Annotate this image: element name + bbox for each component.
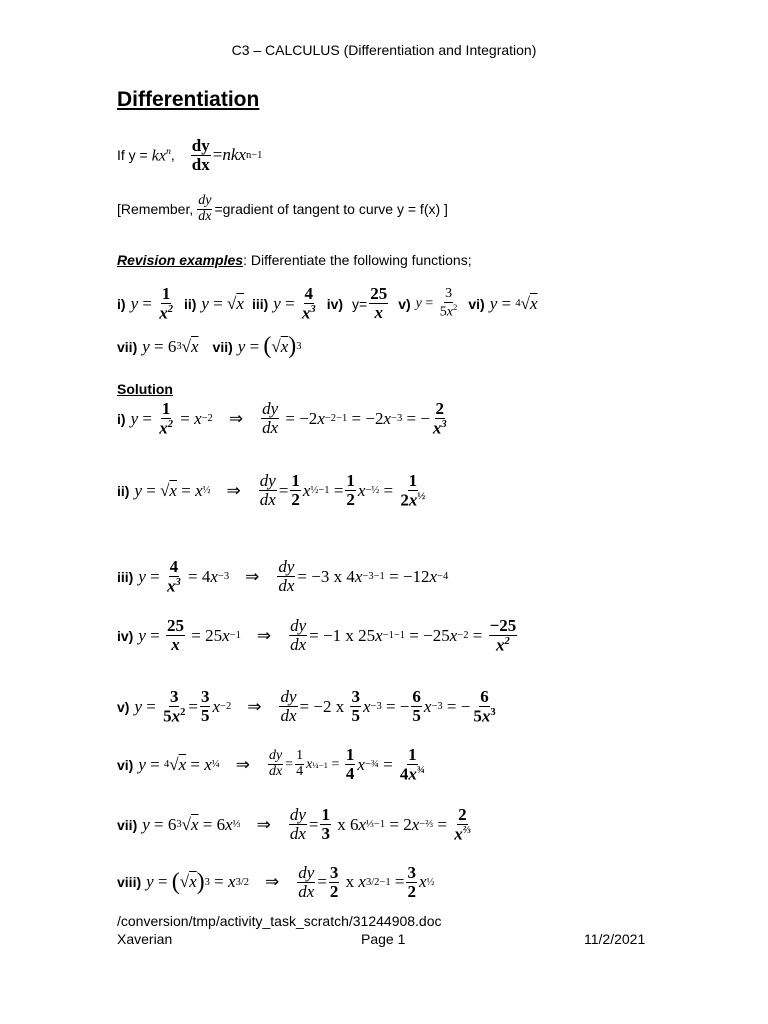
solution-derivative: $\frac{dy}{dx}$ = $\frac{1}{4}$ x ¼−1 = $\frac{1}{4}$ x −¾ = $\frac{1}{4x^{\frac{3}{4}}}$ <box>268 745 425 784</box>
solution-i <box>117 400 450 437</box>
rule-prefix: If y = <box>117 147 148 164</box>
rule-result: = nkx n−1 <box>212 145 263 165</box>
question-label: i) <box>117 295 126 312</box>
question-expression: y = √ x <box>201 293 244 313</box>
implies-arrow: ⇒ <box>256 625 272 646</box>
solution-derivative: $\frac{dy}{dx}$ = −3 x 4 x −3−1 = −12 x −4 <box>278 557 449 596</box>
implies-arrow: ⇒ <box>247 696 262 717</box>
solution-item-label: vi) <box>117 756 134 773</box>
question-expression: $\frac{25}{x}$ <box>370 284 388 323</box>
question-expression: y = 4 √ x <box>489 293 538 313</box>
implies-arrow: ⇒ <box>235 754 250 775</box>
question-label: v) <box>398 295 411 312</box>
question-expression: y = $\frac{4}{x^3}$ <box>273 284 316 323</box>
solution-item-label: vii) <box>117 816 138 833</box>
solution-expression: y = 6 3 √ x = 6 x ⅓ <box>142 814 241 834</box>
solution-v <box>117 688 499 725</box>
solution-iv <box>117 617 519 654</box>
solution-expression: y = √ x = x ½ <box>134 480 211 500</box>
footer-author: Xaverian <box>117 931 173 947</box>
solution-derivative: $\frac{dy}{dx}$ = $\frac{1}{2}$ x ½−1 = $\frac{1}{2}$ x −½ = $\frac{1}{2x^{\frac{1}{2}}}$ <box>259 471 426 510</box>
solution-expression: y = $\frac{4}{x^3}$ = 4 x −3 <box>138 557 230 596</box>
solution-expression: y = 4 √ x = x ¼ <box>138 754 220 774</box>
revision-label: Revision examples <box>117 252 244 268</box>
question-label: vi) <box>468 295 485 312</box>
derivative-fraction: $\frac{dy}{dx}$ <box>191 136 210 174</box>
solution-expression: y = $\frac{3}{5x^2}$ = $\frac{3}{5}$ x −2 <box>134 687 232 726</box>
solution-expression: y = $\frac{1}{x^2}$ = x −2 <box>130 399 213 438</box>
solution-vi <box>117 746 428 783</box>
question-label: iii) <box>251 295 269 312</box>
implies-arrow: ⇒ <box>256 814 271 835</box>
solution-expression: y = $\frac{25}{x}$ = 25 x −1 <box>138 616 241 655</box>
solution-ii <box>117 472 428 509</box>
footer-page: Page 1 <box>361 931 406 947</box>
power-rule <box>117 137 262 174</box>
questions-row-1 <box>117 285 538 322</box>
footer-path: /conversion/tmp/activity_task_scratch/31244908.doc <box>117 913 442 929</box>
revision-line <box>117 252 472 268</box>
solution-item-label: iv) <box>117 627 134 644</box>
implies-arrow: ⇒ <box>265 872 280 893</box>
section-heading: Differentiation <box>117 88 260 111</box>
solution-label: Solution <box>117 381 173 397</box>
solution-derivative: $\frac{dy}{dx}$ = −2 x $\frac{3}{5}$ x −3 = − $\frac{6}{5}$ x −3 = − $\frac{6}{5x^3}$ <box>280 687 496 726</box>
solution-expression: y = ( √ x ) 3 = x 3/2 <box>146 868 250 895</box>
solution-viii <box>117 864 434 901</box>
rule-comma: , <box>170 147 175 164</box>
question-label: vii) <box>117 338 138 355</box>
question-expression: y = 6 3 √ x <box>142 336 199 356</box>
document-header: C3 – CALCULUS (Differentiation and Integration) <box>231 42 537 58</box>
questions-row-2 <box>117 333 302 360</box>
solution-derivative: $\frac{dy}{dx}$ = $\frac{3}{2}$ x x 3/2−1 = $\frac{3}{2}$ x ½ <box>298 863 435 901</box>
question-label: iv) <box>326 295 344 312</box>
question-y-text: y= <box>352 295 368 312</box>
question-expression: y = ( √ x ) 3 <box>237 333 302 359</box>
solution-iii <box>117 558 448 595</box>
solution-vii <box>117 806 474 843</box>
question-label: vii) <box>212 338 233 355</box>
remember-open: [Remember, <box>117 201 194 218</box>
solution-item-label: ii) <box>117 482 130 499</box>
solution-item-label: iii) <box>117 568 134 585</box>
question-expression: y = $\frac{1}{x^2}$ <box>130 284 173 323</box>
revision-text: : Differentiate the following functions; <box>243 252 472 268</box>
remember-note <box>117 194 448 224</box>
remember-text: =gradient of tangent to curve y = f(x) ] <box>214 201 448 218</box>
solution-item-label: viii) <box>117 874 142 891</box>
solution-derivative: $\frac{dy}{dx}$ = −1 x 25 x −1−1 = −25 x −2 = $\frac{-25}{x^2}$ <box>290 616 517 655</box>
rule-expression: $kx^n$ <box>151 145 171 164</box>
implies-arrow: ⇒ <box>226 480 241 501</box>
question-expression: y = $\frac{3}{5x^2}$ <box>415 286 458 320</box>
footer-date: 11/2/2021 <box>584 931 646 947</box>
implies-arrow: ⇒ <box>245 566 260 587</box>
solution-derivative: $\frac{dy}{dx}$ = −2 x −2−1 = −2 x −3 = − $\frac{2}{x^3}$ <box>262 399 447 438</box>
solution-item-label: v) <box>117 698 130 715</box>
question-label: ii) <box>183 295 197 312</box>
derivative-fraction: $\frac{dy}{dx}$ <box>198 193 212 224</box>
solution-item-label: i) <box>117 410 126 427</box>
solution-derivative: $\frac{dy}{dx}$ = $\frac{1}{3}$ x 6 x ⅓−1 = 2 x −⅔ = $\frac{2}{x^{\frac{2}{3}}}$ <box>289 805 471 844</box>
implies-arrow: ⇒ <box>228 408 244 429</box>
